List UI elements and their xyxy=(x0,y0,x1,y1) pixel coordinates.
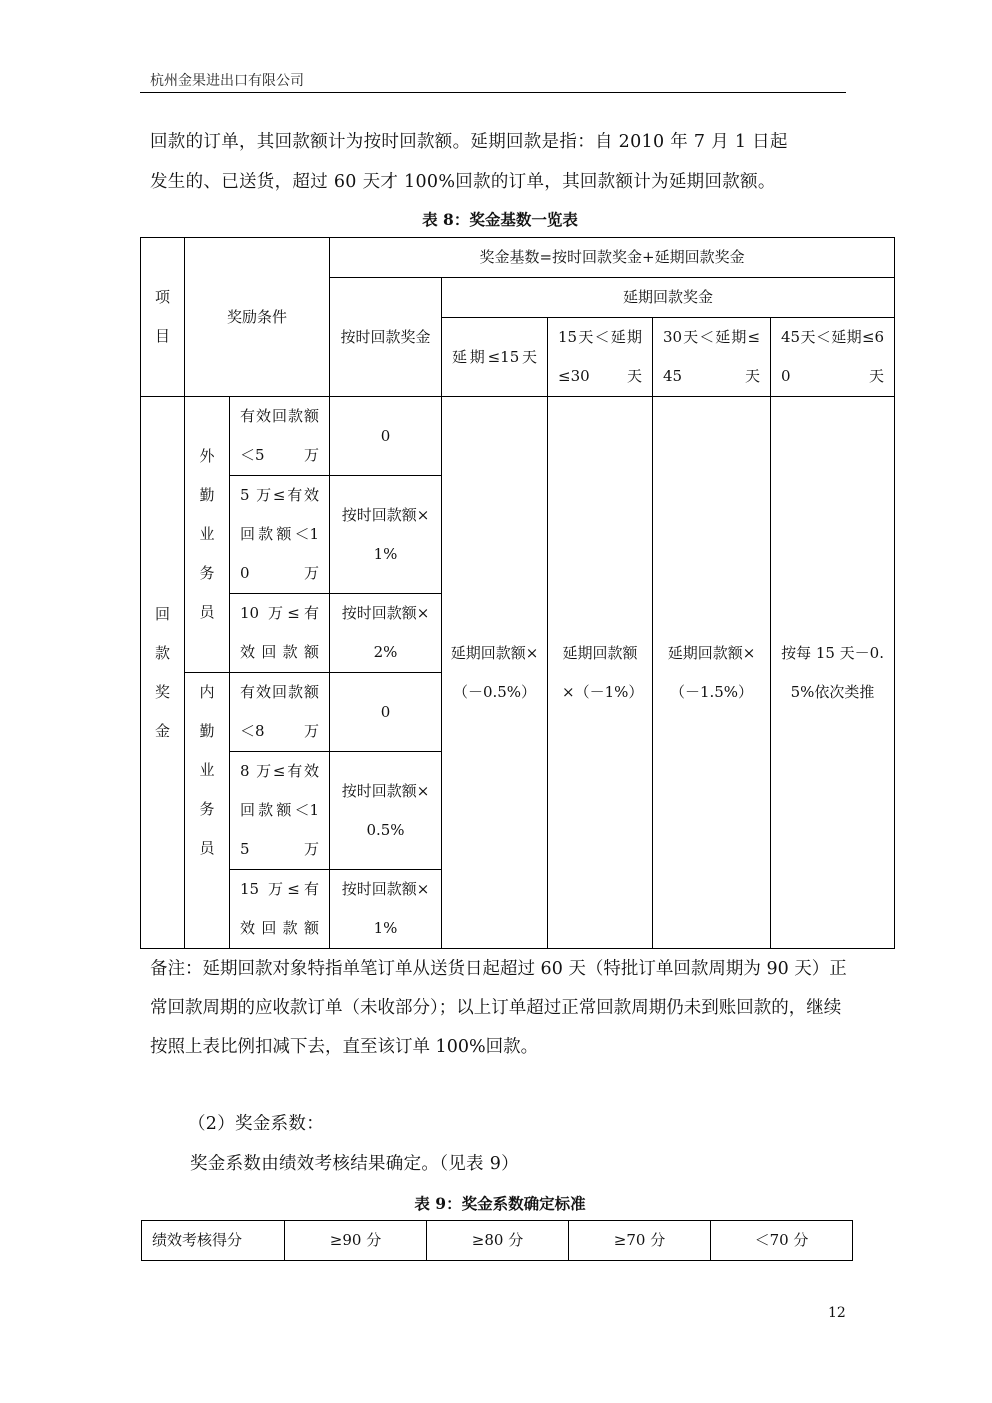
ontime-cell: 0 xyxy=(330,673,442,752)
intro-line-1: 回款的订单，其回款额计为按时回款额。延期回款是指：自 2010 年 7 月 1 日起 xyxy=(150,132,788,152)
header-delay-3: 30天＜延期≤45天 xyxy=(653,318,771,397)
table9-caption: 表 9：奖金系数确定标准 xyxy=(414,1194,586,1213)
ontime-cell: 按时回款额×1% xyxy=(330,476,442,594)
delay-cell-1: 延期回款额×（－0.5%） xyxy=(442,397,548,949)
header-rule xyxy=(140,92,846,93)
condition-cell: 8 万≤有效回款额＜15万 xyxy=(230,752,330,870)
score-col: ≥80 分 xyxy=(427,1221,569,1261)
table8 xyxy=(140,237,895,949)
ontime-cell: 按时回款额×0.5% xyxy=(330,752,442,870)
header-delay-1: 延期≤15天 xyxy=(442,318,548,397)
table9 xyxy=(141,1220,853,1261)
score-col: ≥90 分 xyxy=(285,1221,427,1261)
header-delay-2: 15天＜延期≤30天 xyxy=(548,318,653,397)
page-number: 12 xyxy=(828,1305,846,1321)
condition-cell: 10 万≤有效回款额 xyxy=(230,594,330,673)
condition-cell: 有效回款额＜8万 xyxy=(230,673,330,752)
section-text: 奖金系数由绩效考核结果确定。（见表 9） xyxy=(190,1154,519,1174)
delay-cell-2: 延期回款额×（－1%） xyxy=(548,397,653,949)
condition-cell: 有效回款额＜5万 xyxy=(230,397,330,476)
score-label: 绩效考核得分 xyxy=(142,1221,285,1261)
header-item: 项目 xyxy=(141,238,185,397)
header-condition: 奖励条件 xyxy=(185,238,330,397)
delay-cell-4: 按每 15 天－0.5%依次类推 xyxy=(771,397,895,949)
ontime-cell: 0 xyxy=(330,397,442,476)
category-cell: 回款奖金 xyxy=(141,397,185,949)
delay-cell-3: 延期回款额×（－1.5%） xyxy=(653,397,771,949)
ontime-cell: 按时回款额×1% xyxy=(330,870,442,949)
table8-note: 备注：延期回款对象特指单笔订单从送货日起超过 60 天（特批订单回款周期为 90 天）正常回款周期的应收款订单（未收部分）；以上订单超过正常回款周期仍未到账回款的，继续按照上表比例扣减下去，直至该订单 100%回款。 xyxy=(150,959,847,1057)
score-col: ≥70 分 xyxy=(569,1221,711,1261)
score-col: ＜70 分 xyxy=(711,1221,853,1261)
header-delay: 延期回款奖金 xyxy=(442,278,895,318)
header-formula: 奖金基数=按时回款奖金+延期回款奖金 xyxy=(330,238,895,278)
header-delay-4: 45天＜延期≤60天 xyxy=(771,318,895,397)
company-header: 杭州金果进出口有限公司 xyxy=(150,73,304,89)
condition-cell: 15 万≤有效回款额 xyxy=(230,870,330,949)
group-field: 外勤业务员 xyxy=(185,397,230,673)
condition-cell: 5 万≤有效回款额＜10万 xyxy=(230,476,330,594)
group-office: 内勤业务员 xyxy=(185,673,230,949)
header-ontime: 按时回款奖金 xyxy=(330,278,442,397)
table8-caption: 表 8：奖金基数一览表 xyxy=(422,210,578,229)
ontime-cell: 按时回款额×2% xyxy=(330,594,442,673)
intro-line-2: 发生的、已送货，超过 60 天才 100%回款的订单，其回款额计为延期回款额。 xyxy=(150,172,776,192)
section-heading: （2）奖金系数： xyxy=(188,1114,325,1134)
